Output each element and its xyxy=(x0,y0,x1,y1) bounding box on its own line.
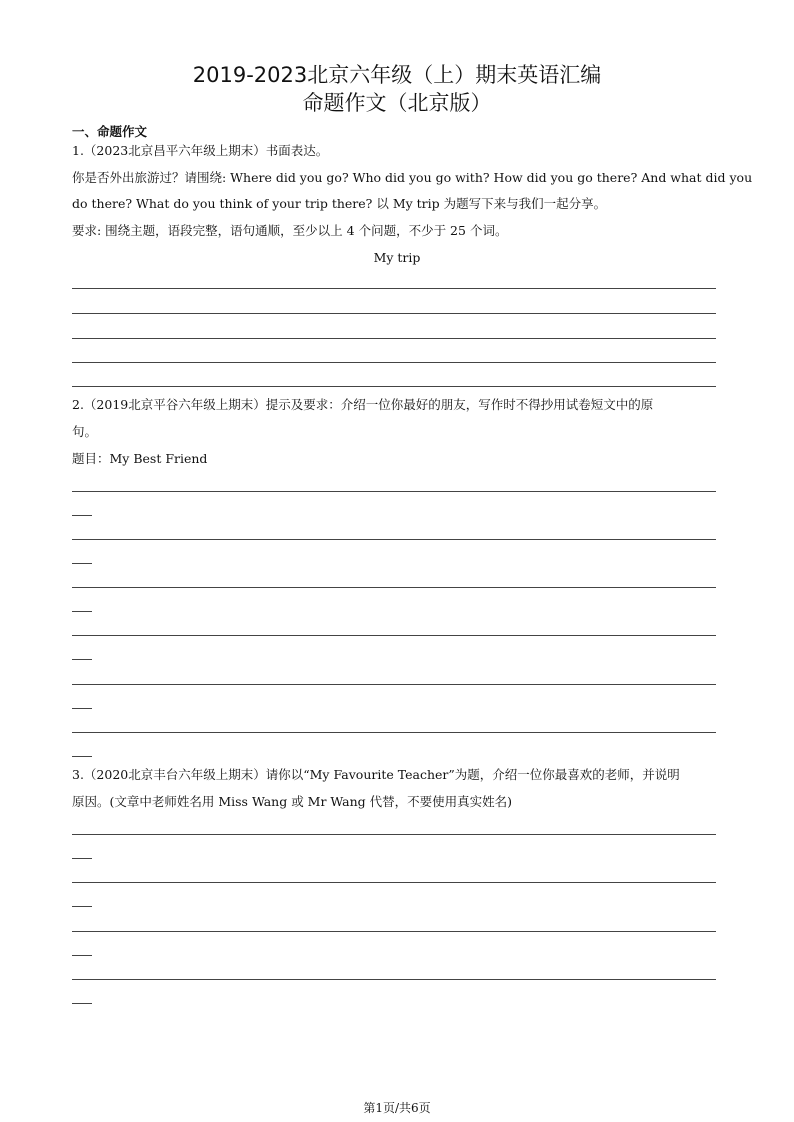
q2-answer-line-end xyxy=(72,659,92,660)
q3-answer-line xyxy=(72,882,716,883)
q3-answer-line xyxy=(72,834,716,835)
q1-answer-line xyxy=(72,338,716,339)
q2-answer-line-end xyxy=(72,515,92,516)
q2-answer-line-end xyxy=(72,708,92,709)
q2-topic: 题目：My Best Friend xyxy=(72,451,208,466)
q2-answer-line xyxy=(72,635,716,636)
q2-header: 2.（2019北京平谷六年级上期末）提示及要求：介绍一位你最好的朋友，写作时不得抄用试卷短文中的原 xyxy=(72,397,654,412)
q2-answer-line-end xyxy=(72,611,92,612)
q2-answer-line xyxy=(72,491,716,492)
q1-answer-line xyxy=(72,288,716,289)
q3-answer-line-end xyxy=(72,955,92,956)
q1-header: 1.（2023北京昌平六年级上期末）书面表达。 xyxy=(72,143,329,158)
q2-answer-line xyxy=(72,684,716,685)
q3-answer-line-end xyxy=(72,906,92,907)
q1-answer-line xyxy=(72,313,716,314)
q2-answer-line-end xyxy=(72,756,92,757)
q1-answer-line xyxy=(72,362,716,363)
q2-answer-line xyxy=(72,587,716,588)
q1-topic: My trip xyxy=(373,250,421,265)
page-number: 第1页/共6页 xyxy=(363,1101,431,1115)
q3-answer-line-end xyxy=(72,858,92,859)
q1-prompt-line-2: do there? What do you think of your trip there? 以 My trip 为题写下来与我们一起分享。 xyxy=(72,196,607,211)
q3-answer-line-end xyxy=(72,1003,92,1004)
q2-header-cont: 句。 xyxy=(72,424,98,439)
q3-answer-line xyxy=(72,931,716,932)
document-title: 2019-2023北京六年级（上）期末英语汇编 xyxy=(192,63,602,87)
q2-answer-line xyxy=(72,539,716,540)
document-subtitle: 命题作文（北京版） xyxy=(302,91,492,115)
q3-answer-line xyxy=(72,979,716,980)
q1-prompt-line-1: 你是否外出旅游过？请围绕: Where did you go? Who did you go with? How did you go there? And what did you xyxy=(72,170,753,185)
q2-answer-line-end xyxy=(72,563,92,564)
q3-header-cont: 原因。(文章中老师姓名用 Miss Wang 或 Mr Wang 代替，不要使用真实姓名) xyxy=(72,794,513,809)
q2-answer-line xyxy=(72,732,716,733)
q3-header: 3.（2020北京丰台六年级上期末）请你以“My Favourite Teacher”为题，介绍一位你最喜欢的老师，并说明 xyxy=(72,767,680,782)
q1-answer-line xyxy=(72,386,716,387)
section-heading: 一、命题作文 xyxy=(72,124,148,139)
q1-requirements: 要求: 围绕主题，语段完整，语句通顺，至少以上 4 个问题，不少于 25 个词。 xyxy=(72,223,508,238)
